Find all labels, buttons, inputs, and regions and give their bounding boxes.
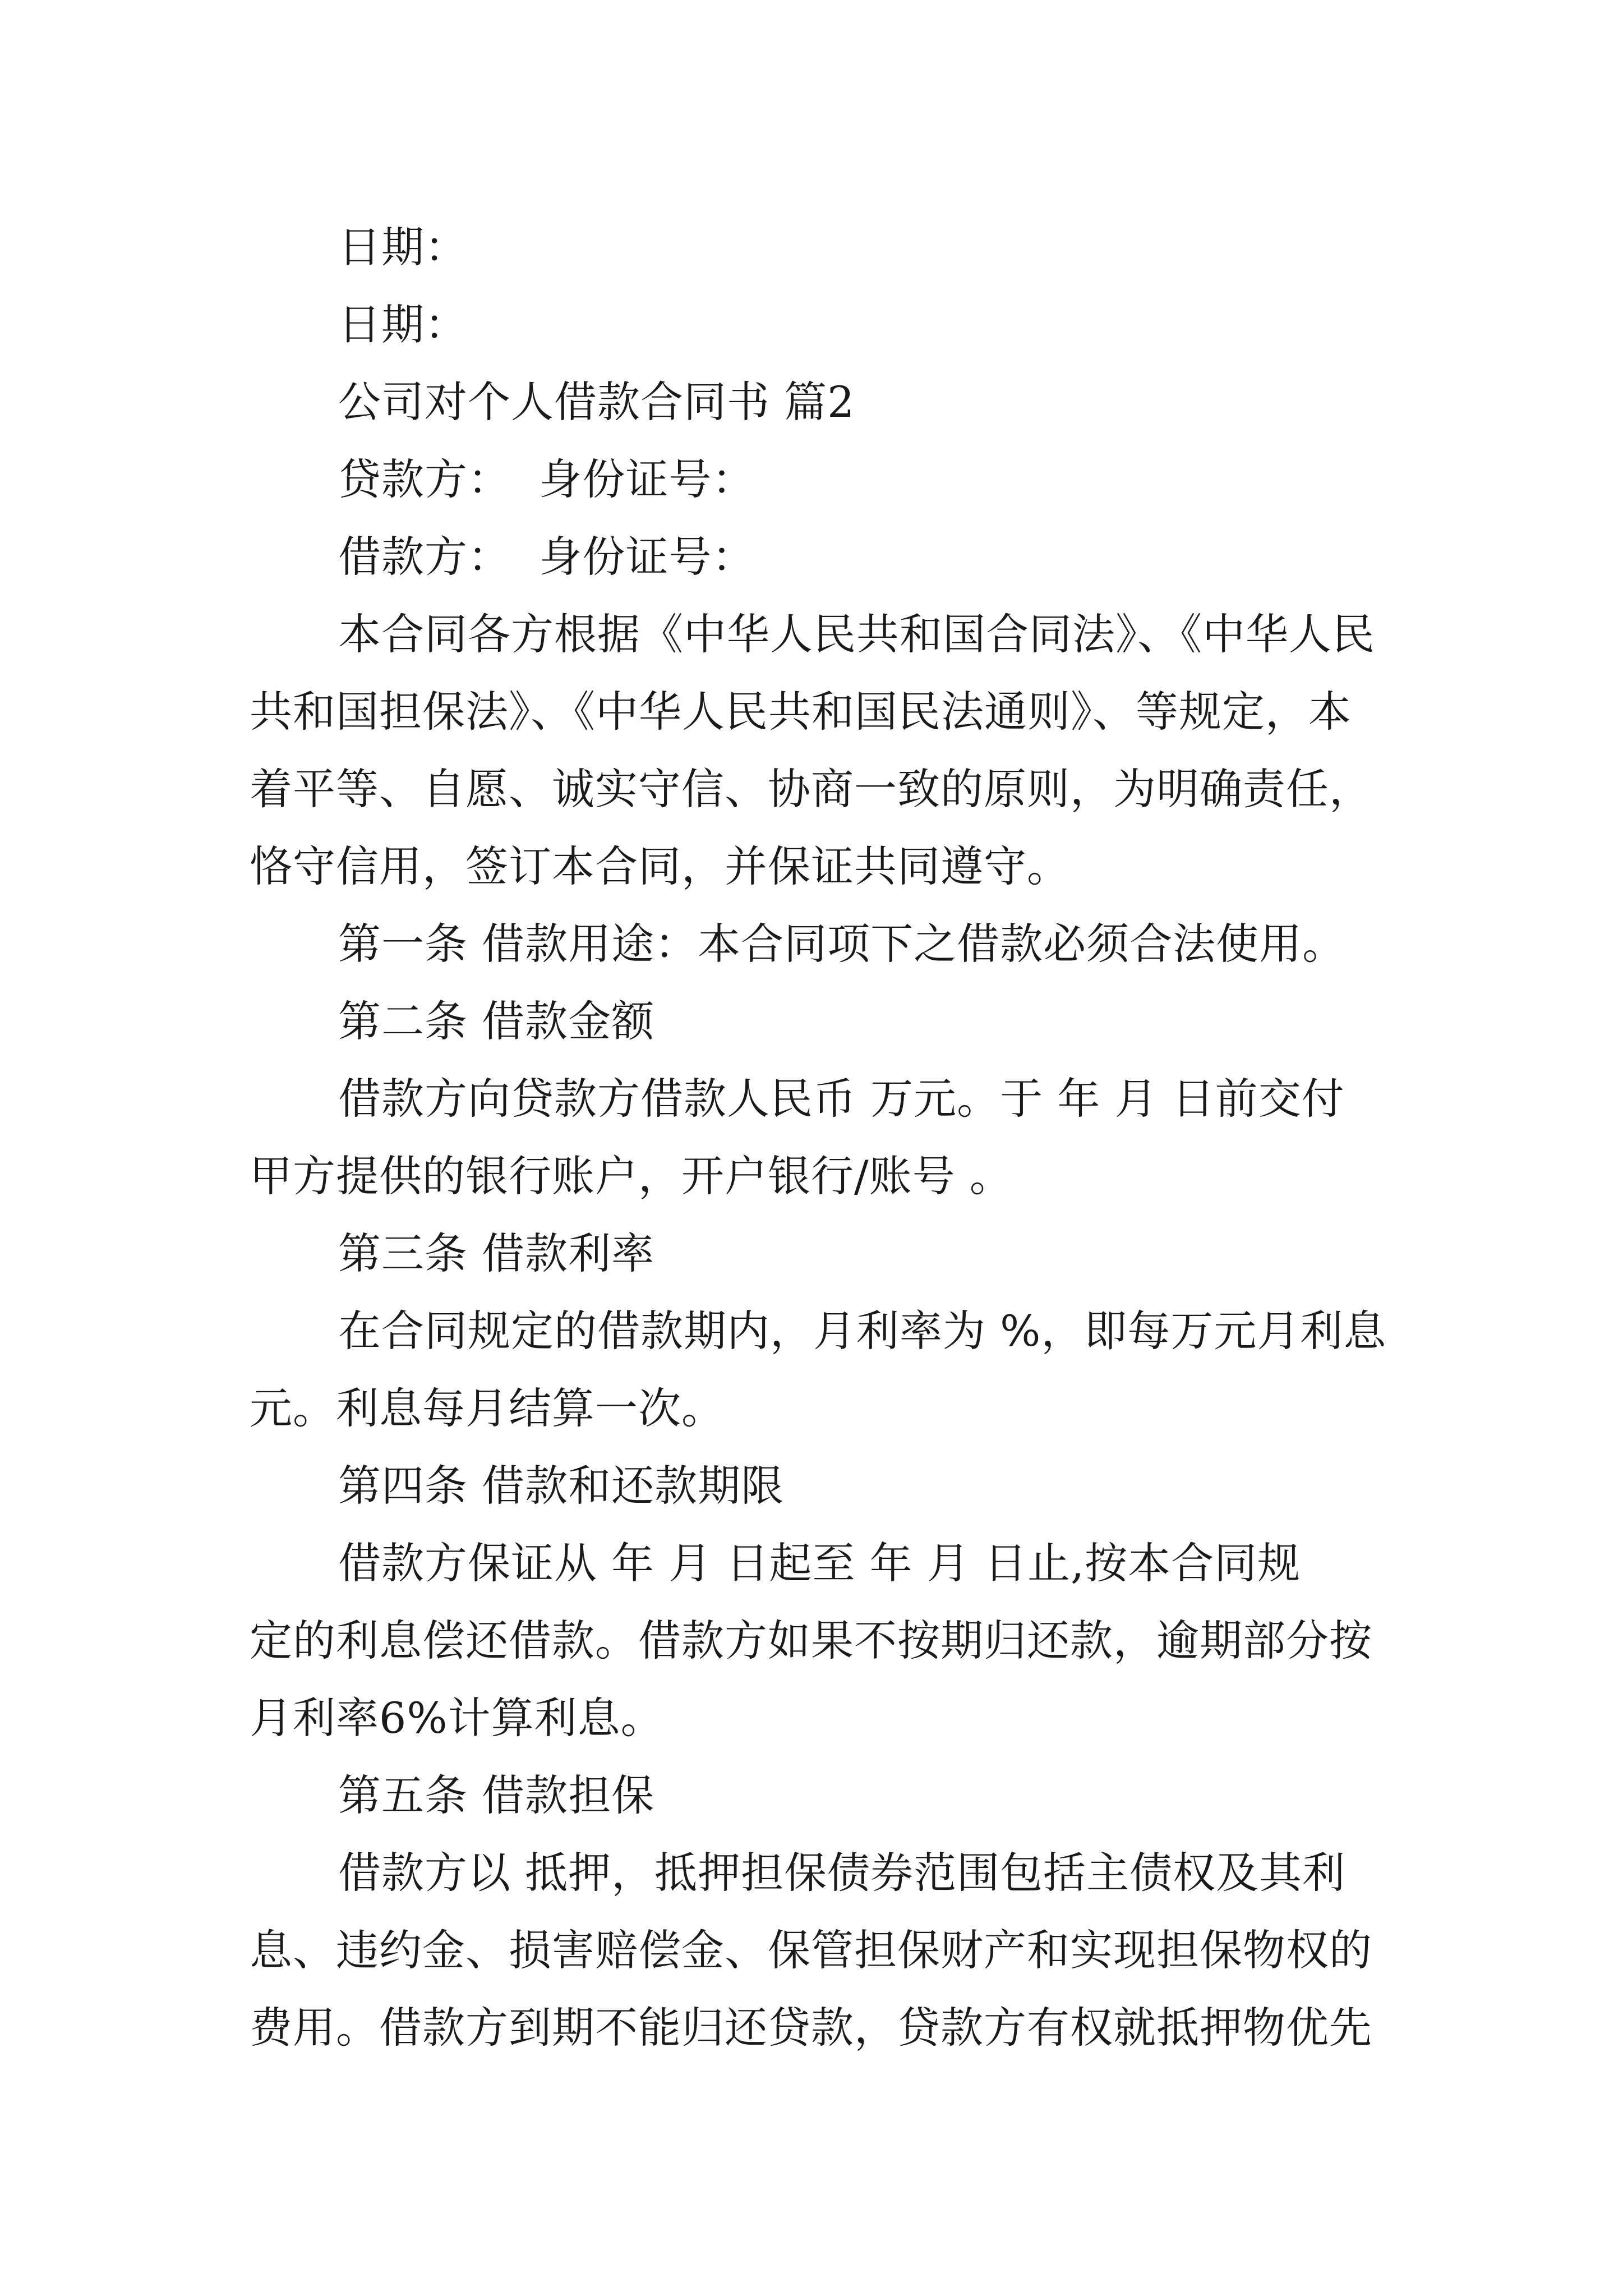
article-2-heading: 第二条 借款金额 (338, 996, 655, 1046)
date-line: 日期： (338, 222, 468, 272)
lender-line: 贷款方： 身份证号： (338, 454, 755, 504)
borrower-line: 借款方： 身份证号： (338, 532, 755, 582)
article-1-line: 第一条 借款用途：本合同项下之借款必须合法使用。 (338, 919, 1346, 969)
article-3-heading: 第三条 借款利率 (338, 1228, 655, 1278)
contract-title: 公司对个人借款合同书 篇2 (338, 377, 855, 427)
date-line: 日期： (338, 300, 468, 349)
article-5-body-line: 息、违约金、损害赔偿金、保管担保财产和实现担保物权的 (250, 1925, 1372, 1975)
article-4-body-line: 定的利息偿还借款。借款方如果不按期归还款，逾期部分按 (250, 1616, 1372, 1665)
article-4-body-line: 月利率6%计算利息。 (250, 1693, 664, 1743)
preamble-line: 着平等、自愿、诚实守信、协商一致的原则，为明确责任， (250, 764, 1372, 814)
preamble-line: 本合同各方根据《中华人民共和国合同法》、《中华人民 (338, 609, 1375, 659)
article-3-body-line: 元。利息每月结算一次。 (250, 1383, 725, 1433)
preamble-line: 恪守信用，签订本合同，并保证共同遵守。 (250, 841, 1070, 891)
article-2-body-line: 借款方向贷款方借款人民币 万元。于 年 月 日前交付 (338, 1074, 1345, 1124)
article-5-body-line: 借款方以 抵押，抵押担保债券范围包括主债权及其利 (338, 1848, 1346, 1898)
article-2-body-line: 甲方提供的银行账户，开户银行/账号 。 (250, 1151, 1013, 1201)
article-3-body-line: 在合同规定的借款期内，月利率为 %，即每万元月利息 (338, 1306, 1387, 1356)
preamble-line: 共和国担保法》、《中华人民共和国民法通则》、等规定，本 (250, 687, 1352, 737)
article-4-heading: 第四条 借款和还款期限 (338, 1461, 785, 1511)
document-body (250, 209, 1388, 2067)
article-4-body-line: 借款方保证从 年 月 日起至 年 月 日止,按本合同规 (338, 1538, 1301, 1588)
article-5-body-line: 费用。借款方到期不能归还贷款，贷款方有权就抵押物优先 (250, 2003, 1372, 2053)
article-5-heading: 第五条 借款担保 (338, 1770, 655, 1820)
